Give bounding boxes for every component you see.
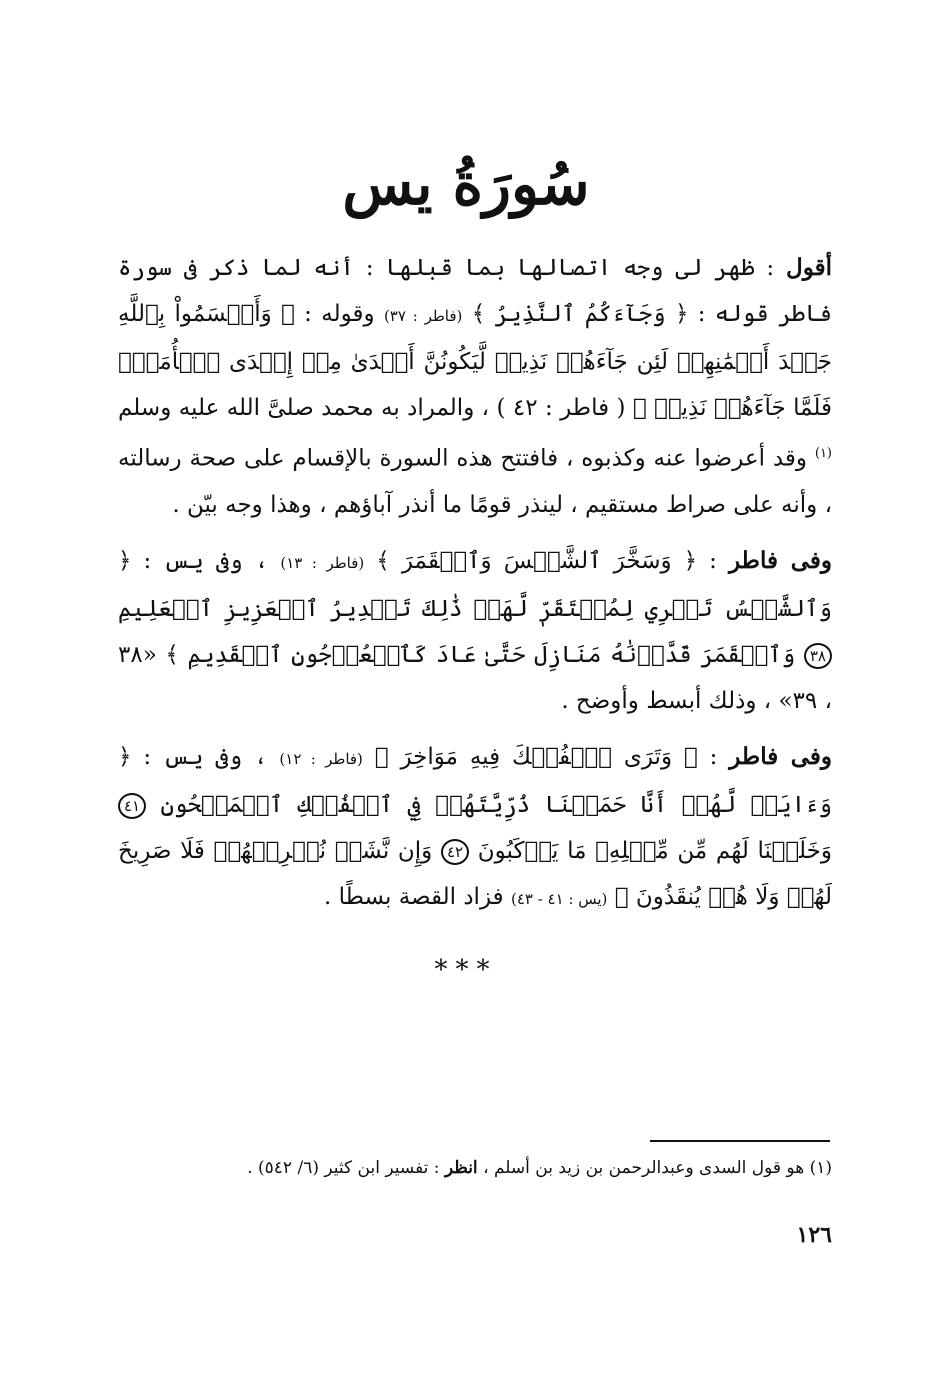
footnote xyxy=(118,1158,832,1178)
paragraph-text: ، وفى يس : ﴿ وَٱلشَّمۡسُ تَجۡرِي لِمُسۡتَقَرّٖ لَّهَاۚ ذَٰلِكَ تَقۡدِيرُ ٱلۡعَزِيزِ ٱلۡعَلِيمِ xyxy=(118,547,832,622)
paragraph-text: فزاد القصة بسطًا . xyxy=(323,883,504,910)
paragraph-text: وقوله : ﴿ وَأَقۡسَمُواْ بِٱللَّهِ جَهۡدَ أَيۡمَٰنِهِمۡ لَئِن جَآءَهُمۡ نَذِيرٞ لَّيَكُونُنَّ أَهۡدَىٰ مِنۡ إِحۡدَى ٱلۡأُمَمِۖ فَلَمَّا جَآءَهُمۡ نَذِيرٞ ﴾ ( فاطر : ٤٢ ) ، والمراد به محمد صلىَّ الله عليه وسلم xyxy=(118,301,832,421)
verse-reference: (فاطر : ١٣) xyxy=(280,553,365,572)
paragraph-text: : ﴿ وَتَرَى ٱلۡفُلۡكَ فِيهِ مَوَاخِرَ ﴾ xyxy=(374,743,718,770)
footnote-number: (١) xyxy=(809,1158,832,1178)
footnote-text: : تفسير ابن كثير (٦/ ٥٤٢) . xyxy=(247,1158,440,1178)
surah-title: سُورَةُ يس xyxy=(342,150,590,218)
paragraph-1 xyxy=(118,245,832,528)
page-number: ١٢٦ xyxy=(796,1222,832,1248)
verse-reference: (فاطر : ١٢) xyxy=(279,749,363,768)
paragraph-text: : ﴿ وَسَخَّرَ ٱلشَّمۡسَ وَٱلۡقَمَرَ ﴾ xyxy=(376,547,717,574)
ayah-number-marker: ٤٢ xyxy=(441,839,469,865)
paragraph-text: وَإِن نَّشَأۡ نُغۡرِقۡهُمۡ فَلَا صَرِيخَ لَهُمۡ وَلَا هُمۡ يُنقَذُونَ ﴾ xyxy=(118,837,832,910)
paragraph-lead: أقول xyxy=(786,254,832,281)
paragraph-2 xyxy=(118,538,832,724)
paragraph-text: وَخَلَقۡنَا لَهُم مِّن مِّثۡلِهِۦ مَا يَرۡكَبُونَ xyxy=(477,837,832,864)
paragraph-lead: وفى فاطر xyxy=(729,742,833,770)
main-text xyxy=(118,245,832,932)
verse-reference: (فاطر : ٣٧) xyxy=(383,307,463,325)
paragraph-text: ، وفى يس : ﴿ وَءَايَةٞ لَّهُمۡ أَنَّا حَمَلۡنَا ذُرِّيَّتَهُمۡ فِي ٱلۡفُلۡكِ ٱلۡمَشۡحُونِ xyxy=(118,743,833,818)
verse-reference: (يس : ٤١ - ٤٣) xyxy=(510,889,608,908)
paragraph-3 xyxy=(118,734,832,922)
ayah-number-marker: ٣٨ xyxy=(804,643,832,669)
paragraph-text: وقد أعرضوا عنه وكذبوه ، فافتتح هذه السورة بالإقسام على صحة رسالته ، وأنه على صراط مستقيم ، لينذر قومًا ما أنذر آباؤهم ، وهذا وجه بيّن . xyxy=(118,445,832,518)
section-separator: *** xyxy=(434,955,498,985)
footnote-see-label: انظر xyxy=(444,1158,478,1178)
ayah-number-marker: ٤١ xyxy=(118,793,146,819)
paragraph-text: : ظهر لى وجه اتصالها بما قبلها : أنه لما ذكر فى سورة فاطر قوله : ﴿ وَجَآءَكُمُ ٱلنَّذِيرُ ﴾ xyxy=(118,255,833,327)
footnote-marker[interactable]: (١) xyxy=(814,446,832,461)
paragraph-text: وَٱلۡقَمَرَ قَدَّرۡنَٰهُ مَنَازِلَ حَتَّىٰ عَادَ كَٱلۡعُرۡجُونِ ٱلۡقَدِيمِ ﴾ «٣٨ ، ٣٩» ، وذلك أبسط وأوضح . xyxy=(118,641,832,714)
footnote-text: هو قول السدى وعبدالرحمن بن زيد بن أسلم ، xyxy=(483,1158,805,1178)
footnote-divider xyxy=(650,1140,830,1142)
paragraph-lead: وفى فاطر xyxy=(728,546,833,574)
